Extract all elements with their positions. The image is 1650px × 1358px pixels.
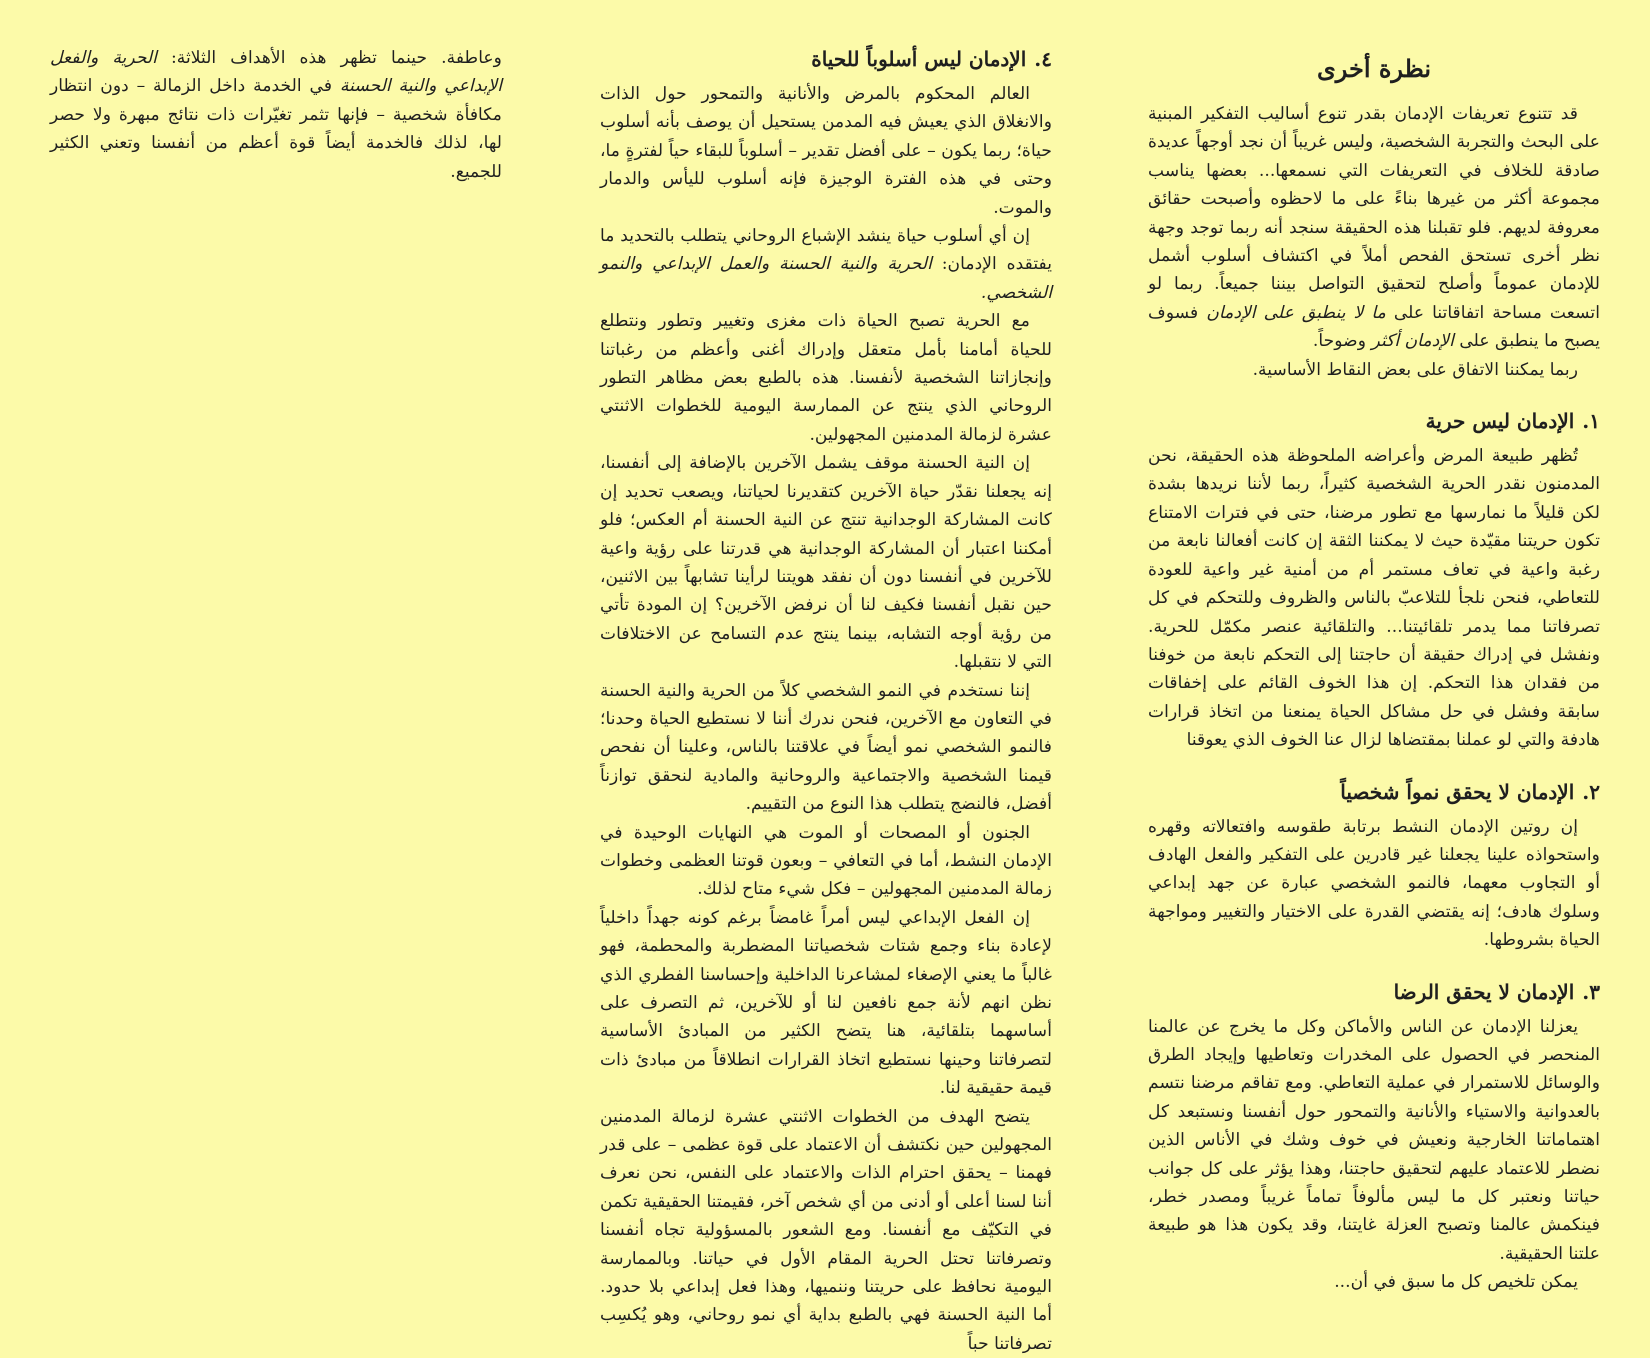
continuation-end: في الخدمة داخل الزمالة – دون انتظار مكافأة شخصية – فإنها تثمر تغيّرات ذات نتائج مبهرة ولا حصر لها، لذلك فالخدمة أيضاً قوة أعظم من أنفسنا وتعني الكثير للجميع. [50, 76, 502, 182]
continuation-start: وعاطفة. حينما تظهر هذه الأهداف الثلاثة: [156, 48, 502, 68]
section-4-paragraph-8: يتضح الهدف من الخطوات الاثنتي عشرة لزمالة المدمنين المجهولين حين نكتشف أن الاعتماد على قوة عظمى – على قدر فهمنا – يحقق احترام الذات والاعتماد على النفس، نحن نعرف أننا لسنا أعلى أو أدنى من أي شخص آخر، فقيمتنا الحقيقية تكمن في التكيّف مع أنفسنا. ومع الشعور بالمسؤولية تجاه أنفسنا وتصرفاتنا تحتل الحرية المقام الأول في حياتنا. وبالممارسة اليومية نحافظ على حريتنا وننميها، وهذا فعل إبداعي بلا حدود. أما النية الحسنة فهي بالطبع بداية أي نمو روحاني، وهو يُكسِب تصرفاتنا حباً [600, 1106, 1052, 1354]
intro-paragraph [1148, 100, 1600, 356]
section-4-paragraph-7: إن الفعل الإبداعي ليس أمراً غامضاً برغم كونه جهداً داخلياً لإعادة بناء وجمع شتات شخصياتنا المضطربة والمحطمة، فهو غالباً ما يعني الإصغاء لمشاعرنا الداخلية وإحساسنا الفطري الذي نظن انهم لأنة جمع نافعين لنا أو للآخرين، ثم التصرف على أساسهما بتلقائية، هنا يتضح الكثير من المبادئ الأساسية لتصرفاتنا وحينها نستطيع اتخاذ القرارات انطلاقاً من مبادئ ذات قيمة حقيقية لنا. [600, 907, 1052, 1099]
section-1-body: تُظهر طبيعة المرض وأعراضه الملحوظة هذه الحقيقة، نحن المدمنون نقدر الحرية الشخصية كثيراً، ربما لأننا نريدها بشدة لكن قليلاً ما نمارسها مع تطور مرضنا، حتى في فترات الامتناع تكون حريتنا مقيّدة حيث لا يمكننا الثقة إن كانت أفعالنا نابعة من رغبة واعية في تعاف مستمر أم من أمنية غير واعية للعودة للتعاطي، فنحن نلجأ للتلاعبّ بالناس والظروف وللتحكم في كل تصرفاتنا مما يدمر تلقائيتنا... والتلقائية عنصر مكمّل للحرية. ونفشل في إدراك حقيقة أن حاجتنا إلى التحكم نابعة من خوفنا من فقدان هذا التحكم. إن هذا الخوف القائم على إخفاقات سابقة وفشل في حل مشاكل الحياة يمنعنا من اتخاذ قرارات هادفة والتي لو عملنا بمقتضاها لزال عنا الخوف الذي يعوقنا [1148, 446, 1600, 751]
section-4-paragraph-2 [600, 222, 1052, 307]
p2-italic: الحرية والنية الحسنة والعمل الإبداعي والنمو الشخصي. [600, 254, 1052, 303]
section-2-heading [1148, 777, 1600, 807]
section-1-heading [1148, 406, 1600, 436]
section-1-number: ١. [1582, 409, 1600, 434]
right-column [1148, 44, 1600, 1297]
section-2-title: الإدمان لا يحقق نمواً شخصياً [1340, 779, 1575, 804]
section-4-number: ٤. [1034, 47, 1052, 71]
section-3-title: الإدمان لا يحقق الرضا [1393, 979, 1575, 1004]
intro-mid: فسوف يصبح ما ينطبق على [1148, 302, 1600, 352]
section-2-number: ٢. [1582, 779, 1600, 804]
section-3-number: ٣. [1582, 979, 1600, 1004]
continuation-italic: الحرية والفعل الإبداعي والنية الحسنة [50, 48, 502, 97]
intro-italic-2: الإدمان أكثر [1371, 331, 1454, 352]
section-1-title: الإدمان ليس حرية [1425, 409, 1575, 434]
continuation-paragraph [50, 44, 502, 186]
intro-italic-1: ما لا ينطبق على الإدمان [1206, 302, 1386, 323]
section-4-title: الإدمان ليس أسلوباً للحياة [811, 47, 1027, 71]
section-4-paragraph-6: الجنون أو المصحات أو الموت هي النهايات الوحيدة في الإدمان النشط، أما في التعافي – وبعون قوتنا العظمى وخطوات زمالة المدمنين المجهولين – فكل شيء متاح لذلك. [600, 822, 1052, 900]
section-4-paragraph-1: العالم المحكوم بالمرض والأنانية والتمحور حول الذات والانغلاق الذي يعيش فيه المدمن يستحيل أن يوصف بأنه أسلوب حياة؛ ربما يكون – على أفضل تقدير – أسلوباً للبقاء حياً لفترةٍ ما، وحتى في هذه الفترة الوجيزة فإنه أسلوب لليأس والدمار والموت. [600, 84, 1052, 218]
section-2-body: إن روتين الإدمان النشط برتابة طقوسه وافتعالاته وقهره واستحواذه علينا يجعلنا غير قادرين على التفكير والفعل الهادف أو التجاوب معهما، فالنمو الشخصي عبارة عن جهد إبداعي وسلوك هادف؛ إنه يقتضي القدرة على الاختيار والتغيير ومواجهة الحياة بشروطها. [1148, 816, 1600, 951]
p2-text: إن أي أسلوب حياة ينشد الإشباع الروحاني يتطلب بالتحديد ما يفتقده الإدمان: [600, 226, 1052, 275]
left-column [50, 44, 502, 186]
section-4-heading [600, 44, 1052, 74]
page-title: نظرة أخرى [1316, 54, 1432, 83]
section-3-body: يعزلنا الإدمان عن الناس والأماكن وكل ما يخرج عن عالمنا المنحصر في الحصول على المخدرات وتعاطيها وإيجاد الطرق والوسائل للاستمرار في عملية التعاطي. ومع تفاقم مرضنا نتسم بالعدوانية والاستياء والأنانية والتمحور حول أنفسنا ونستبعد كل اهتماماتنا الخارجية ونعيش في خوف وشك في الأناس الذين نضطر للاعتماد عليهم لتحقيق حاجتنا، وهذا يؤثر على كل جوانب حياتنا ونعتبر كل ما ليس مألوفاً تماماً غريباً ومصدر خطر، فينكمش عالمنا وتصبح العزلة غايتنا، وقد يكون هذا هو طبيعة علتنا الحقيقية. [1148, 1016, 1600, 1264]
middle-column [600, 44, 1052, 1358]
section-4-paragraph-4: إن النية الحسنة موقف يشمل الآخرين بالإضافة إلى أنفسنا، إنه يجعلنا نقدّر حياة الآخرين كتقديرنا لحياتنا، ويصعب تحديد إن كانت المشاركة الوجدانية تنتج عن النية الحسنة أم العكس؛ فلو أمكننا اعتبار أن المشاركة الوجدانية هي قدرتنا على رؤية واعية للآخرين في أنفسنا دون أن نفقد هويتنا لرأينا تشابهاً بين الاثنين، حين نقبل أنفسنا فكيف لنا أن نرفض الآخرين؟ إن المودة تأتي من رؤية أوجه التشابه، بينما ينتج عدم التسامح عن الاختلافات التي لا نتقبلها. [600, 453, 1052, 673]
section-4-paragraph-3: مع الحرية تصبح الحياة ذات مغزى وتغيير وتطور ونتطلع للحياة أمامنا بأمل متعقل وإدراك أغنى وأعظم من رغباتنا وإنجازاتنا الشخصية لأنفسنا. هذه بالطبع بعض مظاهر التطور الروحاني الذي ينتج عن الممارسة اليومية للخطوات الاثنتي عشرة لزمالة المدمنين المجهولين. [600, 311, 1052, 445]
section-4-paragraph-5: إننا نستخدم في النمو الشخصي كلاً من الحرية والنية الحسنة في التعاون مع الآخرين، فنحن ندرك أننا لا نستطيع الحياة وحدنا؛ فالنمو الشخصي نمو أيضاً في علاقتنا بالناس، وعلينا أن نفحص قيمنا الشخصية والاجتماعية والروحانية والمادية لنحقق توازناً أفضل، فالنضج يتطلب هذا النوع من التقييم. [600, 680, 1052, 815]
agree-line: ربما يمكننا الاتفاق على بعض النقاط الأساسية. [1252, 359, 1578, 380]
intro-text: قد تتنوع تعريفات الإدمان بقدر تنوع أساليب التفكير المبنية على البحث والتجربة الشخصية، وليس غريباً أن نجد أوجهاً عديدة صادقة للخلاف في التعريفات التي نسمعها... بعضها يناسب مجموعة أكثر من غيرها بناءً على ما لاحظوه وأصبحت حقائق معروفة لديهم. فلو تقبلنا هذه الحقيقة سنجد أنه ربما توجد وجهة نظر أخرى تستحق الفحص أملاً في اكتشاف أسلوب أشمل للإدمان عموماً وأصلح لتحقيق التواصل بيننا جميعاً. ربما لو اتسعت مساحة اتفاقاتنا على [1148, 104, 1600, 323]
intro-end: وضوحاً. [1312, 331, 1372, 352]
section-3-heading [1148, 977, 1600, 1007]
summary-line: يمكن تلخيص كل ما سبق في أن... [1334, 1272, 1578, 1293]
